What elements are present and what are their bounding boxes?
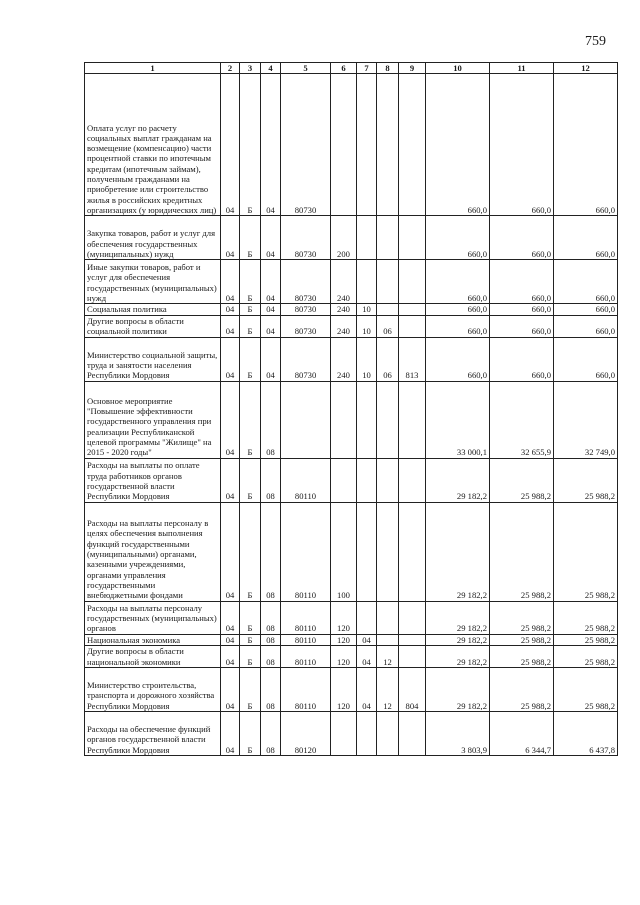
column-header: 2 (221, 63, 240, 74)
amount-cell: 660,0 (426, 337, 490, 381)
code-cell: Б (240, 260, 261, 304)
column-header: 4 (261, 63, 281, 74)
row-name-cell (85, 601, 221, 634)
table-row (85, 667, 618, 711)
code-cell (357, 458, 377, 502)
amount-cell: 660,0 (490, 74, 554, 216)
code-cell: 08 (261, 458, 281, 502)
budget-table (84, 62, 618, 756)
table-row (85, 74, 618, 216)
code-cell (399, 711, 426, 755)
table-row (85, 634, 618, 645)
row-name-cell (85, 711, 221, 755)
table-row (85, 337, 618, 381)
row-name: Другие вопросы в области национальной экономики (87, 646, 184, 667)
row-name-cell (85, 645, 221, 667)
code-cell: 04 (221, 304, 240, 315)
code-cell: Б (240, 458, 261, 502)
code-cell: 04 (221, 337, 240, 381)
row-name-cell (85, 315, 221, 337)
code-cell: Б (240, 601, 261, 634)
code-cell: 80110 (281, 645, 331, 667)
code-cell: 80110 (281, 601, 331, 634)
code-cell: 08 (261, 667, 281, 711)
code-cell: 04 (261, 337, 281, 381)
code-cell: 08 (261, 601, 281, 634)
code-cell: 04 (261, 260, 281, 304)
code-cell: Б (240, 645, 261, 667)
code-cell (357, 216, 377, 260)
amount-cell: 660,0 (554, 74, 618, 216)
code-cell: 04 (357, 667, 377, 711)
code-cell: Б (240, 216, 261, 260)
row-name-cell (85, 260, 221, 304)
amount-cell: 25 988,2 (554, 634, 618, 645)
row-name-cell (85, 381, 221, 458)
code-cell (377, 601, 399, 634)
code-cell (357, 381, 377, 458)
code-cell (399, 601, 426, 634)
row-name: Закупка товаров, работ и услуг для обеспечения государственных (муниципальных) нужд (87, 228, 216, 259)
code-cell: 04 (221, 634, 240, 645)
amount-cell: 660,0 (490, 304, 554, 315)
code-cell: 12 (377, 645, 399, 667)
code-cell: 80730 (281, 337, 331, 381)
amount-cell: 29 182,2 (426, 601, 490, 634)
amount-cell: 660,0 (490, 216, 554, 260)
code-cell (399, 458, 426, 502)
code-cell: 10 (357, 337, 377, 381)
table-row (85, 216, 618, 260)
code-cell (377, 74, 399, 216)
row-name: Оплата услуг по расчету социальных выплат гражданам на возмещение (компенсацию) части процентной ставки по ипотечным кредитам (ипотечным займам), полученным гражданами на приобретение или строительство жилья в российских кредитных организациях (у юридических лиц) (87, 122, 217, 215)
row-name-cell (85, 634, 221, 645)
code-cell: Б (240, 337, 261, 381)
code-cell (399, 645, 426, 667)
code-cell (377, 260, 399, 304)
amount-cell: 3 803,9 (426, 711, 490, 755)
row-name: Другие вопросы в области социальной политики (87, 316, 184, 337)
code-cell: 04 (221, 645, 240, 667)
code-cell (399, 381, 426, 458)
table-row (85, 304, 618, 315)
amount-cell: 25 988,2 (554, 667, 618, 711)
table-row (85, 645, 618, 667)
amount-cell: 25 988,2 (554, 645, 618, 667)
amount-cell: 32 655,9 (490, 381, 554, 458)
amount-cell: 25 988,2 (490, 458, 554, 502)
row-name: Иные закупки товаров, работ и услуг для обеспечения государственных (муниципальных) нужд (87, 262, 217, 303)
table-row (85, 381, 618, 458)
row-name: Национальная экономика (87, 634, 181, 645)
code-cell: Б (240, 304, 261, 315)
column-header: 7 (357, 63, 377, 74)
column-header: 3 (240, 63, 261, 74)
amount-cell: 32 749,0 (554, 381, 618, 458)
code-cell: 120 (331, 645, 357, 667)
amount-cell: 29 182,2 (426, 645, 490, 667)
code-cell (399, 260, 426, 304)
code-cell: 06 (377, 315, 399, 337)
amount-cell: 6 344,7 (490, 711, 554, 755)
code-cell (357, 260, 377, 304)
row-name: Министерство социальной защиты, труда и занятости населения Республики Мордовия (87, 349, 218, 381)
code-cell: 240 (331, 315, 357, 337)
code-cell: 80110 (281, 634, 331, 645)
code-cell: 04 (261, 304, 281, 315)
row-name: Расходы на выплаты персоналу государственных (муниципальных) органов (87, 602, 217, 634)
table-body (85, 74, 618, 756)
code-cell: 04 (221, 74, 240, 216)
code-cell (377, 381, 399, 458)
code-cell (399, 216, 426, 260)
row-name-cell (85, 304, 221, 315)
code-cell: 80730 (281, 304, 331, 315)
code-cell: 80110 (281, 502, 331, 601)
amount-cell: 660,0 (554, 216, 618, 260)
code-cell: 08 (261, 645, 281, 667)
amount-cell: 660,0 (426, 74, 490, 216)
code-cell: Б (240, 634, 261, 645)
code-cell: 04 (221, 315, 240, 337)
code-cell: 813 (399, 337, 426, 381)
code-cell (377, 304, 399, 315)
row-name-cell (85, 337, 221, 381)
amount-cell: 33 000,1 (426, 381, 490, 458)
amount-cell: 660,0 (426, 260, 490, 304)
code-cell: Б (240, 711, 261, 755)
code-cell: 04 (261, 315, 281, 337)
column-header: 12 (554, 63, 618, 74)
amount-cell: 25 988,2 (554, 601, 618, 634)
code-cell: 80730 (281, 74, 331, 216)
code-cell: 10 (357, 315, 377, 337)
code-cell (377, 634, 399, 645)
column-header: 8 (377, 63, 399, 74)
code-cell: Б (240, 315, 261, 337)
amount-cell: 660,0 (426, 216, 490, 260)
code-cell: 04 (357, 634, 377, 645)
code-cell: 80110 (281, 667, 331, 711)
table-row (85, 315, 618, 337)
code-cell (331, 711, 357, 755)
row-name: Расходы на выплаты персоналу в целях обеспечения выполнения функций государственными (муниципальными) органами, казенными учреждениями, органами управления государственными внебюджетными фондами (87, 518, 209, 601)
row-name: Расходы на выплаты по оплате труда работников органов государственной власти Республики Мордовия (87, 460, 200, 502)
amount-cell: 660,0 (554, 304, 618, 315)
code-cell: 04 (357, 645, 377, 667)
row-name: Министерство строительства, транспорта и дорожного хозяйства Республики Мордовия (87, 680, 215, 711)
amount-cell: 29 182,2 (426, 502, 490, 601)
column-header: 11 (490, 63, 554, 74)
row-name: Основное мероприятие "Повышение эффективности государственного управления при реализации Республиканской целевой программы "Жилище" на 2015 - 2020 годы" (87, 395, 212, 458)
code-cell (331, 458, 357, 502)
code-cell: 04 (221, 711, 240, 755)
code-cell: 80120 (281, 711, 331, 755)
code-cell: 240 (331, 304, 357, 315)
amount-cell: 29 182,2 (426, 667, 490, 711)
code-cell: 80730 (281, 315, 331, 337)
code-cell (399, 74, 426, 216)
code-cell: 240 (331, 260, 357, 304)
column-header: 5 (281, 63, 331, 74)
row-name-cell (85, 216, 221, 260)
code-cell: 08 (261, 711, 281, 755)
table-header-row (85, 63, 618, 74)
amount-cell: 660,0 (490, 337, 554, 381)
code-cell: 04 (261, 216, 281, 260)
column-header: 6 (331, 63, 357, 74)
row-name-cell (85, 458, 221, 502)
amount-cell: 25 988,2 (490, 502, 554, 601)
amount-cell: 29 182,2 (426, 634, 490, 645)
amount-cell: 25 988,2 (554, 458, 618, 502)
code-cell: 80110 (281, 458, 331, 502)
column-header: 1 (85, 63, 221, 74)
amount-cell: 660,0 (554, 337, 618, 381)
code-cell: 04 (221, 260, 240, 304)
code-cell: Б (240, 74, 261, 216)
code-cell (377, 502, 399, 601)
code-cell: 120 (331, 667, 357, 711)
code-cell: 08 (261, 502, 281, 601)
column-header: 9 (399, 63, 426, 74)
code-cell (377, 216, 399, 260)
amount-cell: 25 988,2 (490, 634, 554, 645)
code-cell (281, 381, 331, 458)
amount-cell: 25 988,2 (490, 667, 554, 711)
code-cell: 100 (331, 502, 357, 601)
code-cell: 12 (377, 667, 399, 711)
code-cell: 04 (221, 502, 240, 601)
amount-cell: 29 182,2 (426, 458, 490, 502)
code-cell (331, 74, 357, 216)
code-cell (399, 634, 426, 645)
code-cell: 08 (261, 381, 281, 458)
code-cell (357, 74, 377, 216)
code-cell: 200 (331, 216, 357, 260)
amount-cell: 660,0 (554, 315, 618, 337)
amount-cell: 25 988,2 (490, 645, 554, 667)
amount-cell: 660,0 (426, 304, 490, 315)
table-row (85, 502, 618, 601)
code-cell: 120 (331, 601, 357, 634)
row-name: Социальная политика (87, 304, 167, 315)
row-name: Расходы на обеспечение функций органов государственной власти Республики Мордовия (87, 724, 211, 755)
code-cell (399, 304, 426, 315)
amount-cell: 6 437,8 (554, 711, 618, 755)
amount-cell: 660,0 (490, 315, 554, 337)
row-name-cell (85, 667, 221, 711)
code-cell: 08 (261, 634, 281, 645)
amount-cell: 25 988,2 (554, 502, 618, 601)
code-cell: 04 (221, 667, 240, 711)
code-cell: 120 (331, 634, 357, 645)
code-cell: Б (240, 381, 261, 458)
code-cell: 06 (377, 337, 399, 381)
code-cell: 80730 (281, 260, 331, 304)
row-name-cell (85, 74, 221, 216)
table-row (85, 711, 618, 755)
code-cell: 04 (221, 216, 240, 260)
code-cell: 240 (331, 337, 357, 381)
code-cell (399, 502, 426, 601)
code-cell: Б (240, 667, 261, 711)
code-cell: 04 (221, 601, 240, 634)
code-cell: 04 (221, 381, 240, 458)
page-number: 759 (585, 34, 606, 49)
code-cell (357, 711, 377, 755)
amount-cell: 660,0 (426, 315, 490, 337)
table-row (85, 458, 618, 502)
code-cell (377, 458, 399, 502)
row-name-cell (85, 502, 221, 601)
code-cell: 04 (261, 74, 281, 216)
code-cell: 10 (357, 304, 377, 315)
code-cell: 80730 (281, 216, 331, 260)
code-cell: Б (240, 502, 261, 601)
code-cell (357, 601, 377, 634)
code-cell (377, 711, 399, 755)
code-cell: 04 (221, 458, 240, 502)
code-cell: 804 (399, 667, 426, 711)
code-cell (357, 502, 377, 601)
table-row (85, 601, 618, 634)
table-row (85, 260, 618, 304)
code-cell (331, 381, 357, 458)
amount-cell: 25 988,2 (490, 601, 554, 634)
code-cell (399, 315, 426, 337)
amount-cell: 660,0 (554, 260, 618, 304)
column-header: 10 (426, 63, 490, 74)
amount-cell: 660,0 (490, 260, 554, 304)
